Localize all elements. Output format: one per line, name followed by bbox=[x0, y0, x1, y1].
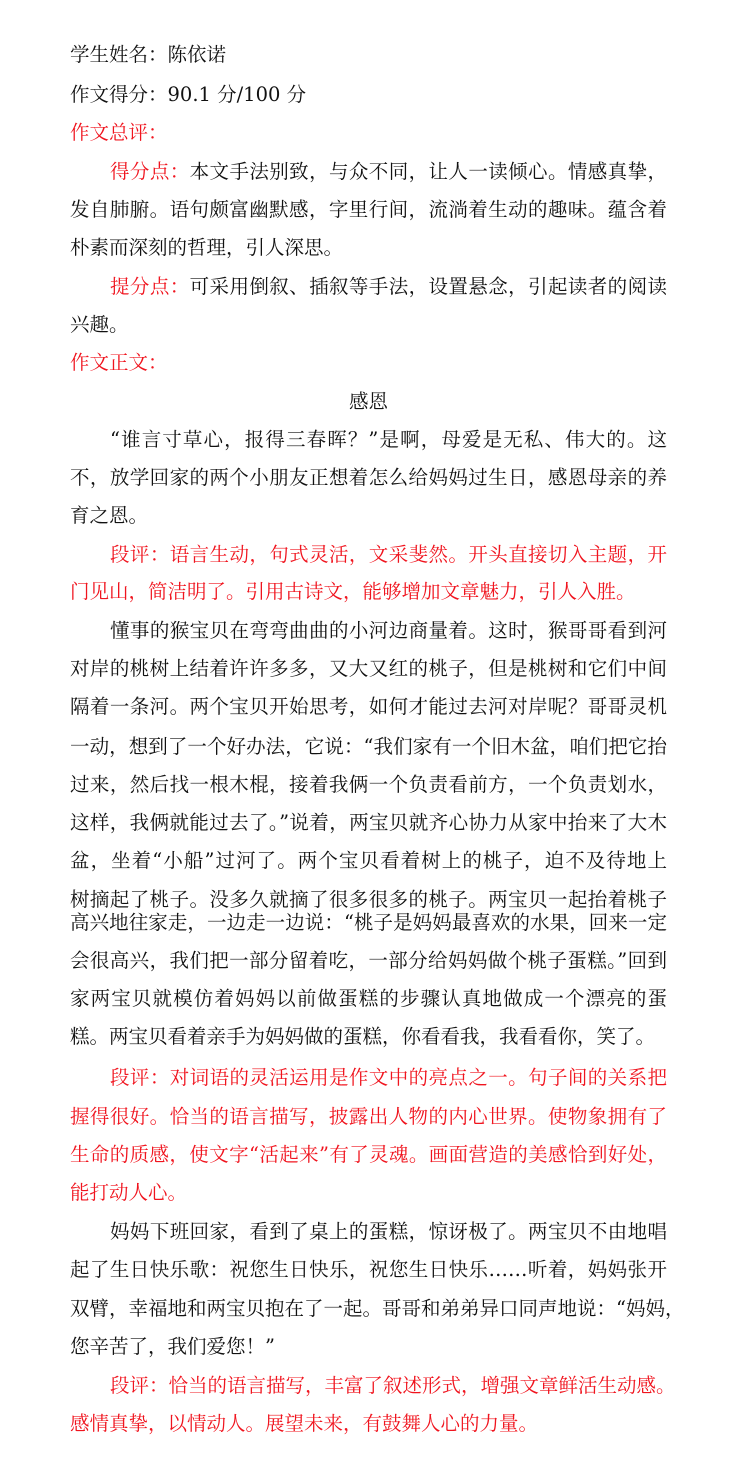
text-segment: 育之恩。 bbox=[70, 504, 149, 527]
text-segment: 过来，然后找一根木棍，接着我俩一个负责看前方，一个负责划水， bbox=[70, 773, 667, 796]
text-segment: 高兴地往家走，一边走一边说：“桃子是妈妈最喜欢的水果，回来一定 bbox=[70, 911, 667, 934]
text-line bbox=[70, 948, 667, 974]
text-line bbox=[70, 1334, 667, 1360]
text-line bbox=[70, 772, 667, 798]
text-segment: 会很高兴，我们把一部分留着吃，一部分给妈妈做个桃子蛋糕。”回到 bbox=[70, 949, 667, 972]
text-line bbox=[110, 1219, 667, 1245]
text-line bbox=[70, 734, 667, 760]
text-line bbox=[70, 312, 667, 338]
comment-text: 感情真挚，以情动人。展望未来，有鼓舞人心的力量。 bbox=[70, 1412, 539, 1435]
text-segment: 您辛苦了，我们爱您！” bbox=[70, 1335, 275, 1358]
text-line bbox=[70, 910, 667, 936]
text-segment: 盆，坐着“小船”过河了。两个宝贝看着树上的桃子，迫不及待地上 bbox=[70, 849, 667, 872]
comment-text: 得分点： bbox=[110, 160, 190, 183]
text-segment: 发自肺腑。语句颇富幽默感，字里行间，流淌着生动的趣味。蕴含着 bbox=[70, 198, 667, 221]
text-line bbox=[70, 235, 667, 261]
text-line bbox=[70, 986, 667, 1012]
text-line bbox=[110, 274, 667, 300]
text-segment: 树摘起了桃子。没多久就摘了很多很多的桃子。两宝贝一起抬着桃子 bbox=[70, 888, 667, 911]
text-line bbox=[70, 82, 667, 108]
text-segment: 家两宝贝就模仿着妈妈以前做蛋糕的步骤认真地做成一个漂亮的蛋 bbox=[70, 987, 667, 1010]
text-line bbox=[70, 694, 667, 720]
text-line bbox=[110, 542, 667, 568]
comment-text: 作文总评： bbox=[70, 121, 168, 144]
text-segment: 可采用倒叙、插叙等手法，设置悬念，引起读者的阅读 bbox=[189, 275, 667, 298]
text-segment: 隔着一条河。两个宝贝开始思考，如何才能过去河对岸呢？哥哥灵机 bbox=[70, 695, 667, 718]
text-line bbox=[70, 848, 667, 874]
text-segment: 对岸的桃树上结着许许多多，又大又红的桃子，但是桃树和它们中间 bbox=[70, 657, 667, 680]
text-segment: 作文得分：90.1 分/100 分 bbox=[70, 83, 307, 106]
comment-text: 生命的质感，使文字“活起来”有了灵魂。画面营造的美感恰到好处， bbox=[70, 1143, 667, 1166]
comment-text: 段评：对词语的灵活运用是作文中的亮点之一。句子间的关系把 bbox=[110, 1066, 667, 1089]
text-line bbox=[110, 427, 667, 453]
text-line bbox=[70, 197, 667, 223]
text-line bbox=[70, 1142, 667, 1168]
text-line bbox=[110, 1373, 676, 1399]
text-line bbox=[70, 1411, 667, 1437]
text-line bbox=[70, 120, 667, 146]
text-segment: 朴素而深刻的哲理，引人深思。 bbox=[70, 236, 344, 259]
text-line bbox=[70, 1024, 667, 1050]
comment-text: 提分点： bbox=[110, 275, 190, 298]
text-line bbox=[70, 350, 667, 376]
text-line bbox=[70, 1296, 685, 1322]
comment-text: 门见山，简洁明了。引用古诗文，能够增加文章魅力，引人入胜。 bbox=[70, 580, 636, 603]
text-line bbox=[110, 1065, 667, 1091]
comment-text: 作文正文： bbox=[70, 351, 168, 374]
text-segment: 起了生日快乐歌：祝您生日快乐，祝您生日快乐……听着，妈妈张开 bbox=[70, 1258, 667, 1281]
text-segment: 这样，我俩就能过去了。”说着，两宝贝就齐心协力从家中抬来了大木 bbox=[70, 811, 667, 834]
text-segment: 双臂，幸福地和两宝贝抱在了一起。哥哥和弟弟异口同声地说：“妈妈， bbox=[70, 1297, 685, 1320]
text-line bbox=[70, 579, 667, 605]
text-line bbox=[70, 810, 667, 836]
text-line bbox=[70, 465, 667, 491]
text-segment: 学生姓名：陈依诺 bbox=[70, 43, 227, 66]
text-segment: 糕。两宝贝看着亲手为妈妈做的蛋糕，你看看我，我看看你，笑了。 bbox=[70, 1025, 656, 1048]
comment-text: 握得很好。恰当的语言描写，披露出人物的内心世界。使物象拥有了 bbox=[70, 1105, 667, 1128]
text-line bbox=[70, 1180, 667, 1206]
text-line bbox=[110, 618, 667, 644]
comment-text: 能打动人心。 bbox=[70, 1181, 188, 1204]
comment-text: 段评：恰当的语言描写，丰富了叙述形式，增强文章鲜活生动感。 bbox=[110, 1374, 676, 1397]
text-segment: “谁言寸草心，报得三春晖？”是啊，母爱是无私、伟大的。这 bbox=[110, 428, 667, 451]
text-segment: 一动，想到了一个好办法，它说：“我们家有一个旧木盆，咱们把它抬 bbox=[70, 735, 667, 758]
text-segment: 兴趣。 bbox=[70, 313, 129, 336]
essay-title bbox=[70, 389, 667, 415]
text-line bbox=[70, 1257, 667, 1283]
text-segment: 妈妈下班回家，看到了桌上的蛋糕，惊讶极了。两宝贝不由地唱 bbox=[110, 1220, 667, 1243]
comment-text: 段评：语言生动，句式灵活，文采斐然。开头直接切入主题，开 bbox=[110, 543, 667, 566]
text-line bbox=[70, 503, 667, 529]
text-line bbox=[70, 1104, 667, 1130]
text-line bbox=[110, 159, 667, 185]
text-segment: 本文手法别致，与众不同，让人一读倾心。情感真挚， bbox=[189, 160, 667, 183]
text-line bbox=[70, 656, 667, 682]
text-segment: 不，放学回家的两个小朋友正想着怎么给妈妈过生日，感恩母亲的养 bbox=[70, 466, 667, 489]
text-line bbox=[70, 42, 667, 68]
text-segment: 感恩 bbox=[348, 390, 388, 413]
text-segment: 懂事的猴宝贝在弯弯曲曲的小河边商量着。这时，猴哥哥看到河 bbox=[110, 619, 667, 642]
